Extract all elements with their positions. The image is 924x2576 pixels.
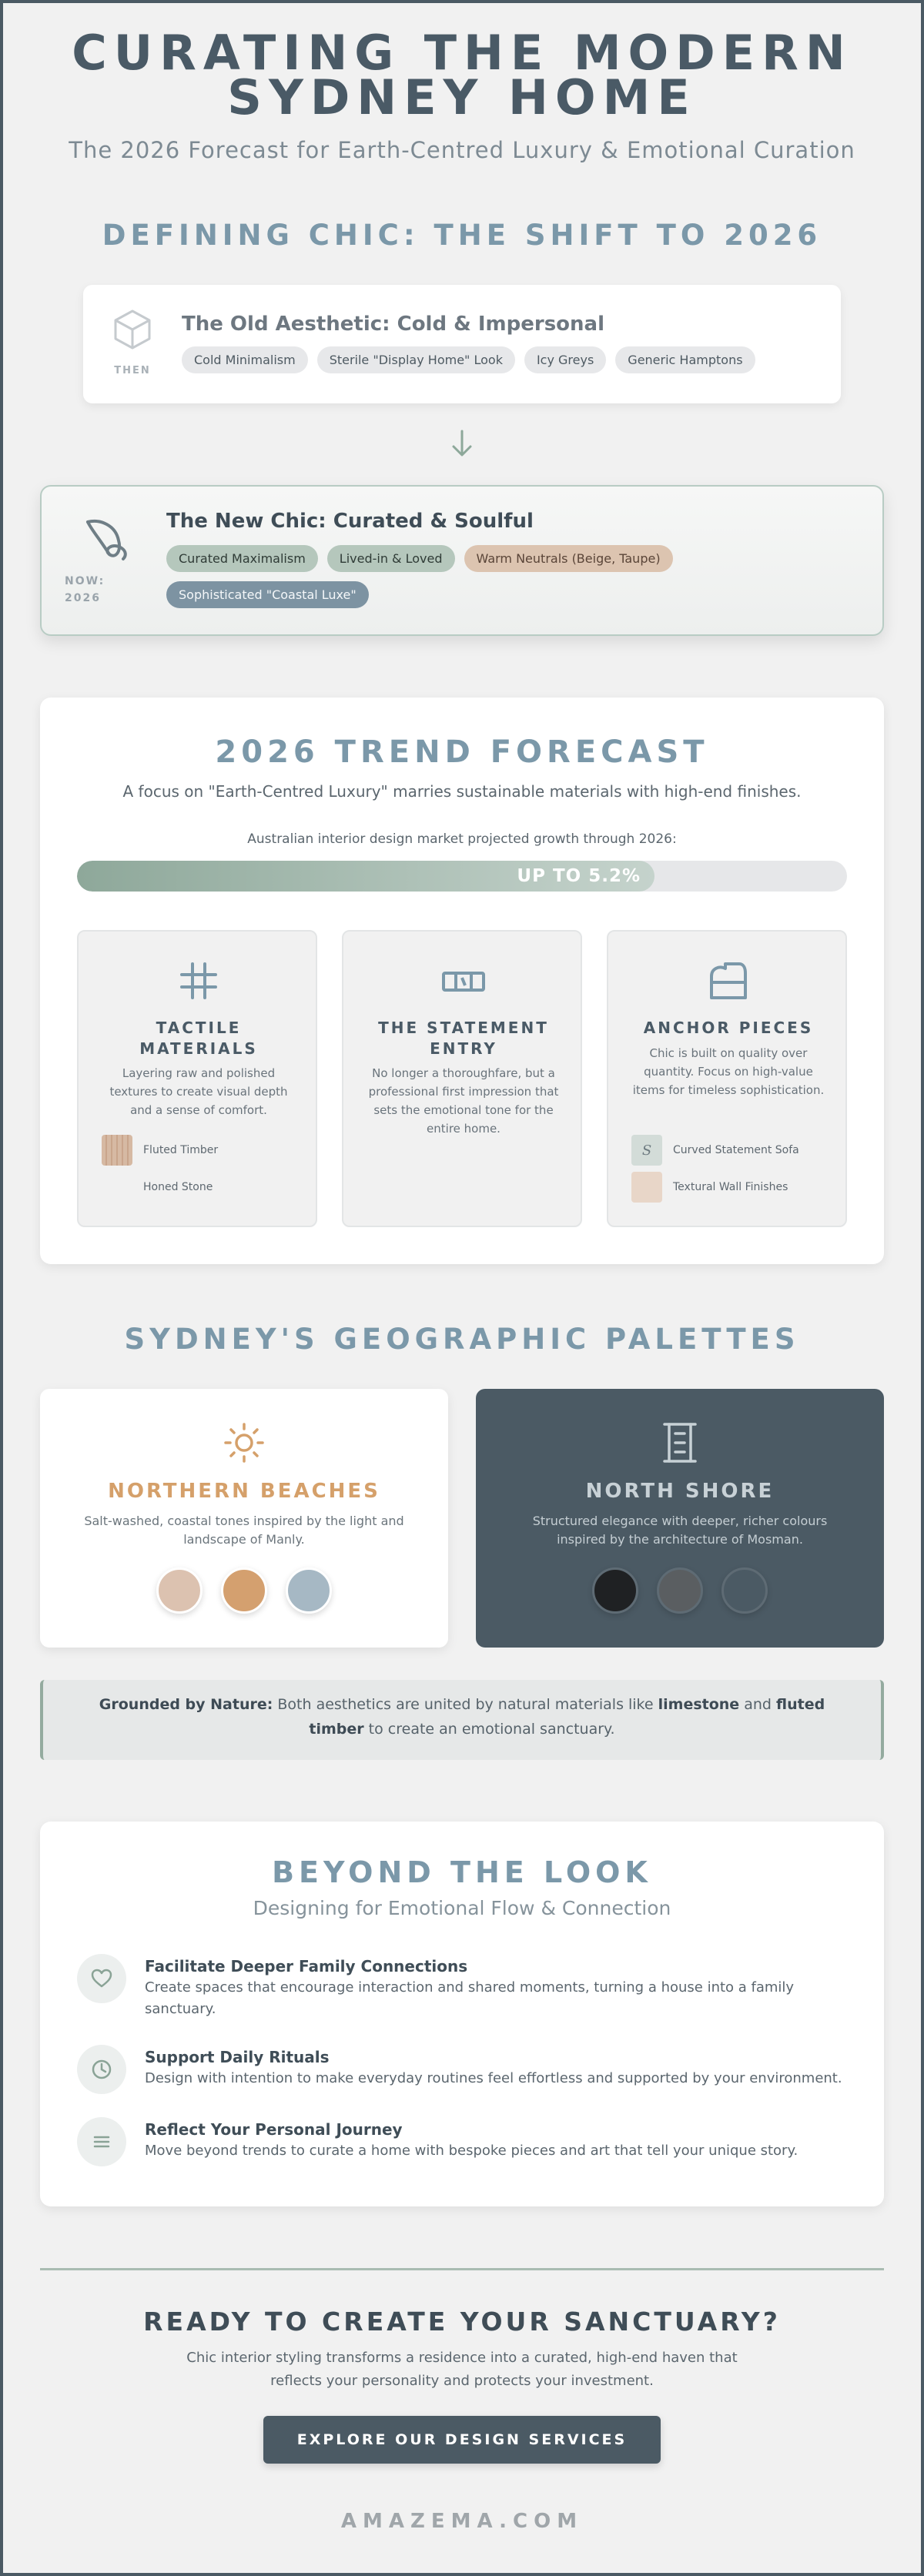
title-line-1: CURATING THE MODERN bbox=[72, 25, 852, 81]
note-strong: fluted timber bbox=[309, 1696, 825, 1738]
swatch-row bbox=[476, 1567, 884, 1614]
benefit-text: Move beyond trends to curate a home with bespoke pieces and art that tell your unique story. bbox=[145, 2143, 798, 2159]
now-label bbox=[65, 573, 105, 607]
northern-beaches-card bbox=[40, 1389, 448, 1648]
trend-card-body: Chic is built on quality over quantity. Focus on high-value items for timeless sophistication. bbox=[632, 1046, 825, 1097]
new-tag: Curated Maximalism bbox=[166, 545, 318, 572]
beyond-subtitle: Designing for Emotional Flow & Connection bbox=[253, 1897, 671, 1919]
growth-progress-fill bbox=[77, 861, 654, 892]
material-label: Textural Wall Finishes bbox=[673, 1181, 788, 1193]
material-item bbox=[631, 1172, 788, 1203]
cube-icon bbox=[111, 308, 154, 351]
new-tag: Sophisticated "Coastal Luxe" bbox=[166, 581, 369, 608]
color-swatch bbox=[721, 1567, 768, 1614]
cta-text: Chic interior styling transforms a residence into a curated, high-end haven that reflects your personality and protects your investment. bbox=[186, 2350, 738, 2389]
hero bbox=[0, 25, 924, 163]
trend-card-title-line: TACTILE bbox=[156, 1019, 242, 1037]
trend-forecast-panel bbox=[40, 698, 884, 1264]
trend-card-body: No longer a thoroughfare, but a professional first impression that sets the emotional tone for the entire home. bbox=[368, 1066, 559, 1136]
note-text: Both aesthetics are united by natural materials like bbox=[273, 1696, 658, 1713]
benefit-row bbox=[77, 2117, 855, 2166]
material-item bbox=[102, 1172, 213, 1203]
sun-icon bbox=[221, 1420, 267, 1466]
benefit-text: Design with intention to make everyday routines feel effortless and supported by your environment. bbox=[145, 2070, 842, 2086]
trend-card-body: Layering raw and polished textures to create visual depth and a sense of comfort. bbox=[109, 1066, 288, 1117]
old-tag: Cold Minimalism bbox=[182, 346, 308, 373]
note-text: to create an emotional sanctuary. bbox=[363, 1721, 615, 1738]
clock-icon bbox=[91, 2059, 112, 2080]
color-swatch bbox=[221, 1567, 267, 1614]
trend-heading: 2026 TREND FORECAST bbox=[215, 734, 709, 770]
swatch-row bbox=[40, 1567, 448, 1614]
trend-card-title bbox=[94, 1018, 303, 1059]
material-label: Curved Statement Sofa bbox=[673, 1144, 799, 1156]
old-aesthetic-card bbox=[83, 285, 841, 403]
new-tags bbox=[166, 545, 859, 608]
color-swatch bbox=[156, 1567, 203, 1614]
new-tag: Warm Neutrals (Beige, Taupe) bbox=[464, 545, 673, 572]
trend-card-anchor bbox=[607, 930, 847, 1227]
material-label: Fluted Timber bbox=[143, 1144, 219, 1156]
north-shore-card bbox=[476, 1389, 884, 1648]
new-chic-card bbox=[40, 485, 884, 636]
page-subtitle: The 2026 Forecast for Earth-Centred Luxury & Emotional Curation bbox=[69, 137, 855, 163]
then-label: THEN bbox=[114, 365, 151, 376]
sofa-swatch-glyph: S bbox=[641, 1142, 652, 1159]
old-tags bbox=[182, 346, 813, 373]
palette-body: Salt-washed, coastal tones inspired by the light and landscape of Manly. bbox=[84, 1514, 404, 1547]
palette-title: NORTHERN BEACHES bbox=[108, 1480, 380, 1503]
old-aesthetic-title: The Old Aesthetic: Cold & Impersonal bbox=[182, 313, 604, 336]
trend-lead: A focus on "Earth-Centred Luxury" marries sustainable materials with high-end finishes. bbox=[122, 782, 802, 801]
honed-stone-swatch bbox=[102, 1172, 132, 1203]
material-item bbox=[102, 1135, 218, 1166]
sofa-icon bbox=[705, 958, 752, 1004]
benefit-title: Support Daily Rituals bbox=[145, 2048, 330, 2066]
benefit-icon-bg bbox=[77, 1954, 126, 2003]
cta-title: READY TO CREATE YOUR SANCTUARY? bbox=[143, 2307, 781, 2337]
new-chic-title: The New Chic: Curated & Soulful bbox=[166, 510, 534, 533]
material-item bbox=[631, 1135, 799, 1166]
benefit-icon-bg bbox=[77, 2117, 126, 2166]
benefit-icon-bg bbox=[77, 2045, 126, 2094]
benefit-title: Facilitate Deeper Family Connections bbox=[145, 1957, 468, 1975]
benefit-text: Create spaces that encourage interaction and shared moments, turning a house into a family sanctuary. bbox=[145, 1979, 795, 2017]
now-label-line2: 2026 bbox=[65, 592, 101, 604]
trend-card-title bbox=[359, 1018, 568, 1059]
shift-heading: DEFINING CHIC: THE SHIFT TO 2026 bbox=[102, 219, 822, 252]
building-icon bbox=[657, 1420, 703, 1466]
palette-body: Structured elegance with deeper, richer colours inspired by the architecture of Mosman. bbox=[532, 1514, 828, 1547]
benefit-row bbox=[77, 2045, 855, 2094]
palette-title: NORTH SHORE bbox=[585, 1480, 775, 1503]
grounded-note bbox=[40, 1680, 884, 1760]
page-title bbox=[0, 25, 924, 125]
note-text: and bbox=[739, 1696, 777, 1713]
note-strong: limestone bbox=[658, 1696, 740, 1713]
footer-site[interactable]: AMAZEMA.COM bbox=[340, 2510, 584, 2533]
now-label-line1: NOW: bbox=[65, 575, 105, 587]
trend-card-title-line: MATERIALS bbox=[139, 1039, 258, 1058]
color-swatch bbox=[657, 1567, 703, 1614]
new-tag: Lived-in & Loved bbox=[327, 545, 455, 572]
textural-wall-swatch bbox=[631, 1172, 662, 1203]
color-swatch bbox=[286, 1567, 332, 1614]
note-lead: Grounded by Nature: bbox=[99, 1696, 273, 1713]
hash-texture-icon bbox=[176, 958, 222, 1004]
beyond-heading: BEYOND THE LOOK bbox=[272, 1855, 652, 1889]
arrow-down-icon bbox=[450, 428, 474, 459]
heart-icon bbox=[91, 1968, 112, 1989]
growth-progress-bar bbox=[77, 861, 847, 892]
trend-card-title-line: ENTRY bbox=[430, 1039, 497, 1058]
leaf-icon bbox=[82, 514, 131, 564]
section-divider bbox=[40, 2268, 884, 2270]
console-table-icon bbox=[440, 958, 487, 1004]
benefit-title: Reflect Your Personal Journey bbox=[145, 2120, 403, 2139]
beyond-panel bbox=[40, 1822, 884, 2206]
old-tag: Generic Hamptons bbox=[615, 346, 755, 373]
market-growth-label: Australian interior design market projected growth through 2026: bbox=[247, 831, 677, 847]
benefit-row bbox=[77, 1954, 855, 2019]
palettes-heading: SYDNEY'S GEOGRAPHIC PALETTES bbox=[124, 1323, 800, 1356]
old-tag: Icy Greys bbox=[524, 346, 606, 373]
curved-sofa-swatch bbox=[631, 1135, 662, 1166]
title-line-2: SYDNEY HOME bbox=[227, 69, 697, 125]
explore-services-button[interactable]: EXPLORE OUR DESIGN SERVICES bbox=[263, 2416, 661, 2464]
lines-icon bbox=[91, 2131, 112, 2153]
old-tag: Sterile "Display Home" Look bbox=[317, 346, 515, 373]
material-label: Honed Stone bbox=[143, 1181, 213, 1193]
trend-card-title-line: THE STATEMENT bbox=[378, 1019, 549, 1037]
trend-card-title bbox=[624, 1018, 833, 1039]
trend-card-entry bbox=[342, 930, 582, 1227]
trend-card-title-line: ANCHOR PIECES bbox=[643, 1019, 814, 1037]
growth-value: UP TO 5.2% bbox=[517, 866, 641, 886]
color-swatch bbox=[592, 1567, 638, 1614]
fluted-timber-swatch bbox=[102, 1135, 132, 1166]
trend-card-tactile bbox=[77, 930, 317, 1227]
